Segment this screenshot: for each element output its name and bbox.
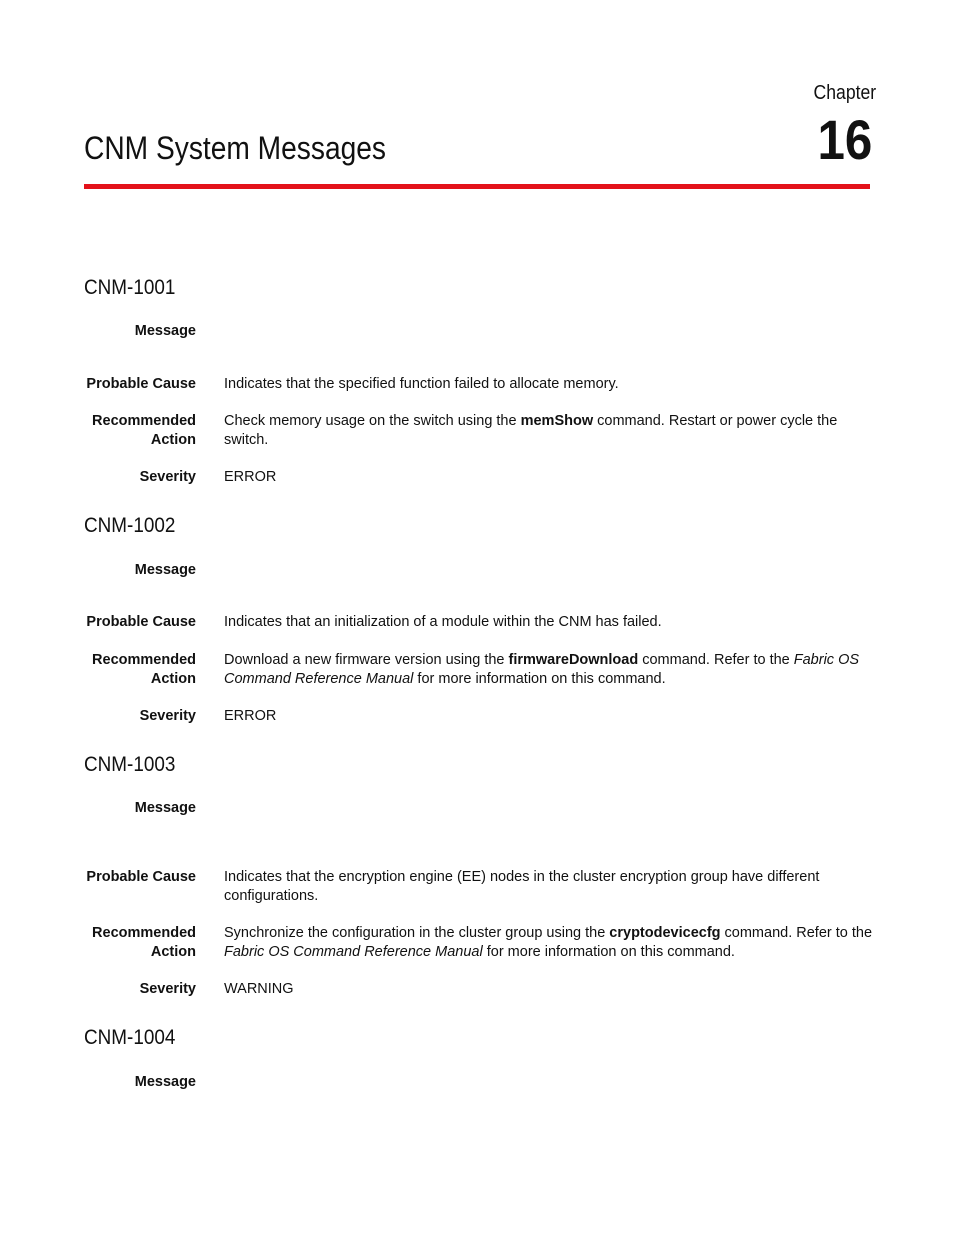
- message-label: Message: [134, 562, 196, 578]
- action-pre: Check memory usage on the switch using the: [224, 413, 521, 429]
- severity-value: ERROR: [224, 708, 277, 724]
- recommended-label-line1: Recommended: [92, 652, 196, 668]
- recommended-action-text: [224, 651, 874, 689]
- message-label: Message: [134, 323, 196, 339]
- probable-cause-text: Indicates that the encryption engine (EE) nodes in the cluster encryption group have different configurations.: [224, 869, 820, 904]
- recommended-label-line2: Action: [150, 944, 196, 960]
- action-pre: Synchronize the configuration in the cluster group using the: [224, 925, 610, 941]
- command-name: firmwareDownload: [508, 652, 639, 668]
- action-post: for more information on this command.: [482, 944, 735, 960]
- section-heading-cnm-1002: CNM-1002: [84, 514, 176, 537]
- severity-label: Severity: [139, 981, 196, 997]
- page-title: CNM System Messages: [84, 130, 387, 166]
- recommended-label-line1: Recommended: [92, 925, 196, 941]
- recommended-action-label: [92, 924, 196, 962]
- probable-cause-label: Probable Cause: [86, 869, 196, 885]
- message-label: Message: [134, 1074, 196, 1090]
- manual-reference: Fabric OS Command Reference Manual: [224, 944, 483, 960]
- action-mid: command. Refer to the: [720, 925, 873, 941]
- recommended-label-line1: Recommended: [92, 413, 196, 429]
- command-name: memShow: [520, 413, 594, 429]
- recommended-label-line2: Action: [150, 671, 196, 687]
- action-post: for more information on this command.: [413, 671, 666, 687]
- manual-reference: Fabric OS Command Reference Manual: [224, 652, 860, 687]
- chapter-number: 16: [817, 108, 872, 171]
- section-heading-cnm-1003: CNM-1003: [84, 753, 176, 776]
- section-heading-cnm-1001: CNM-1001: [84, 276, 176, 299]
- recommended-action-label: [92, 412, 196, 450]
- recommended-label-line2: Action: [150, 432, 196, 448]
- action-post: command. Restart or power cycle the switch.: [224, 413, 838, 448]
- probable-cause-label: Probable Cause: [86, 614, 196, 630]
- recommended-action-text: [224, 924, 874, 962]
- title-rule: [84, 184, 870, 189]
- severity-label: Severity: [139, 708, 196, 724]
- recommended-action-label: [92, 651, 196, 689]
- message-label: Message: [134, 800, 196, 816]
- action-mid: command. Refer to the: [638, 652, 794, 668]
- section-heading-cnm-1004: CNM-1004: [84, 1026, 176, 1049]
- severity-label: Severity: [139, 469, 196, 485]
- severity-value: WARNING: [224, 981, 294, 997]
- chapter-label: Chapter: [813, 82, 876, 104]
- recommended-action-text: [224, 412, 874, 450]
- probable-cause-text: Indicates that the specified function failed to allocate memory.: [224, 376, 619, 392]
- action-pre: Download a new firmware version using the: [224, 652, 509, 668]
- probable-cause-label: Probable Cause: [86, 376, 196, 392]
- severity-value: ERROR: [224, 469, 277, 485]
- probable-cause-text: Indicates that an initialization of a module within the CNM has failed.: [224, 614, 662, 630]
- command-name: cryptodevicecfg: [609, 925, 721, 941]
